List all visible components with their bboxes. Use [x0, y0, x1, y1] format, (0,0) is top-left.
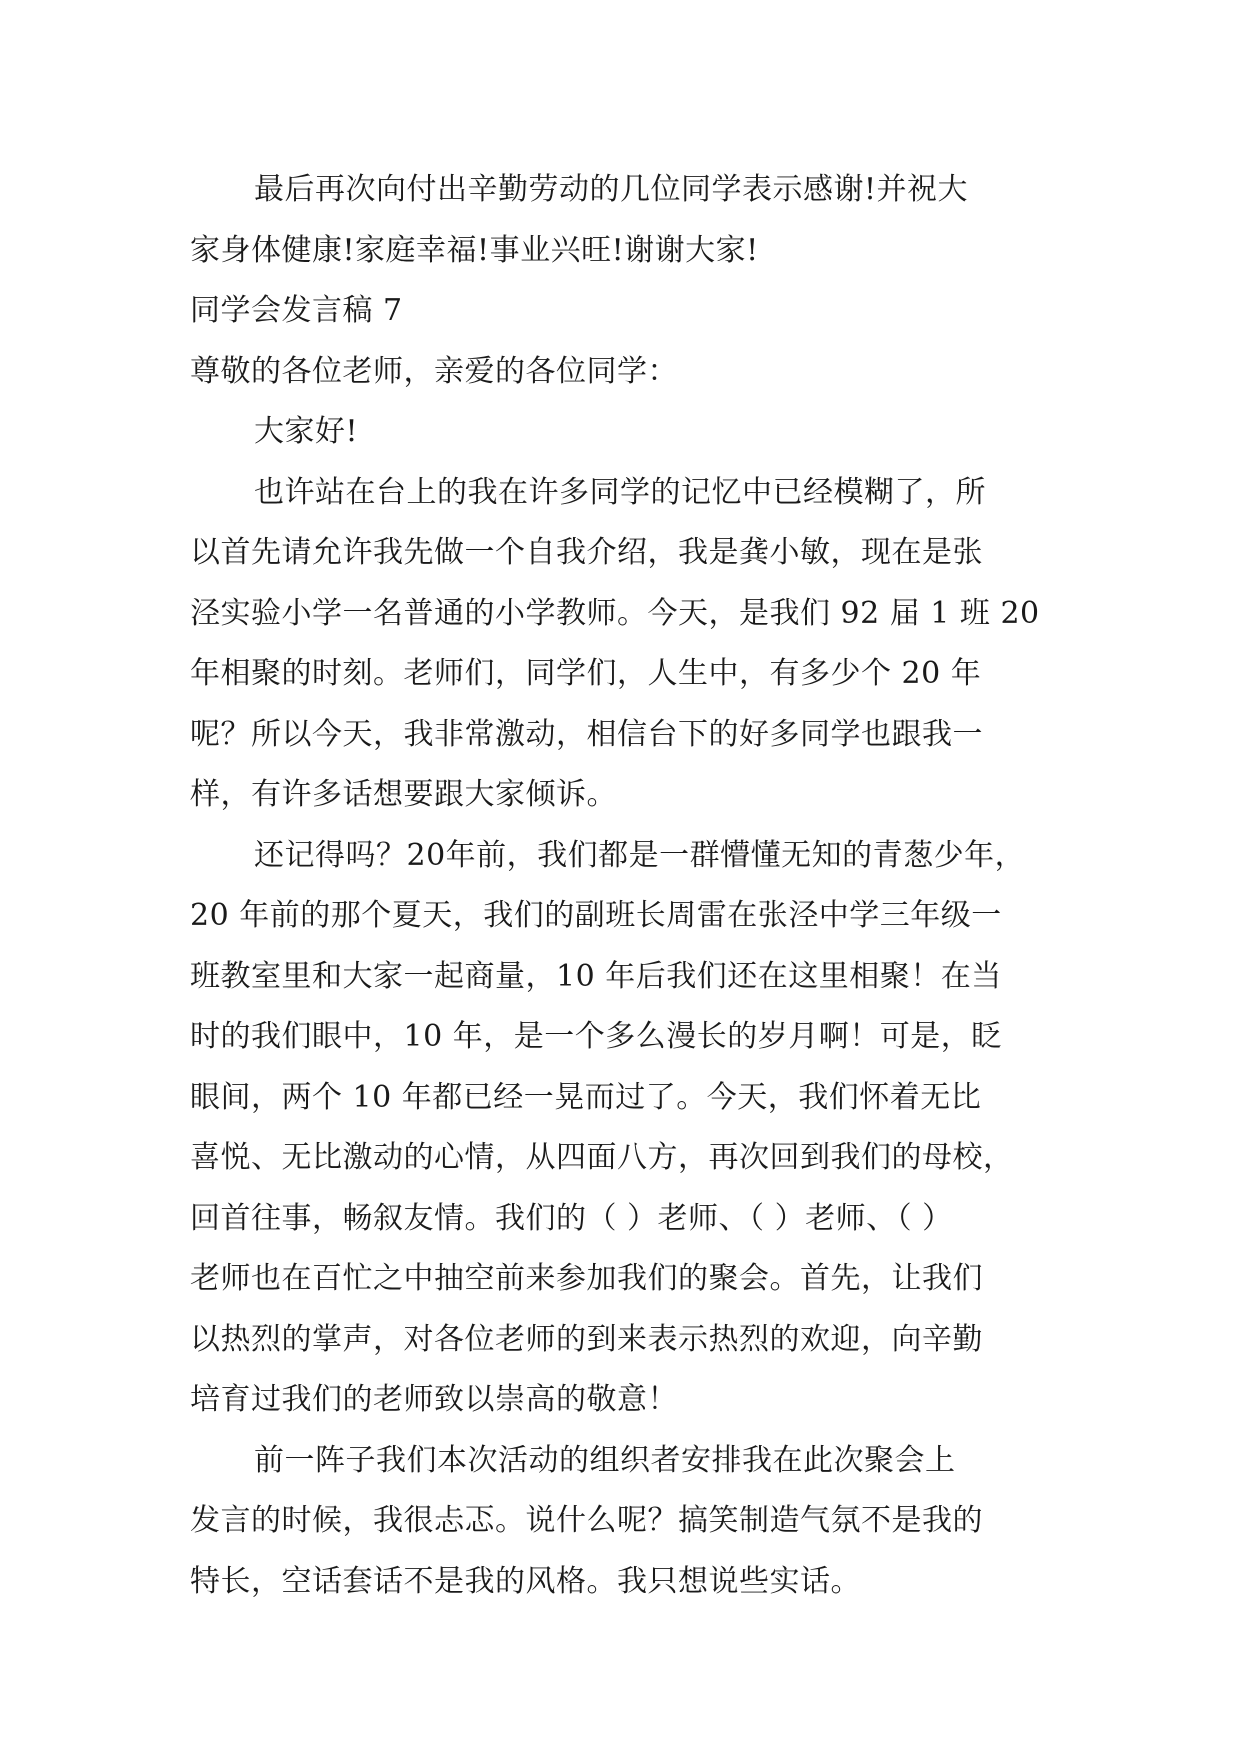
text-line: 发言的时候，我很忐忑。说什么呢？搞笑制造气氛不是我的 — [190, 1503, 983, 1538]
text-line: 年相聚的时刻。老师们，同学们，人生中，有多少个 20 年 — [190, 656, 982, 691]
text-line: 样，有许多话想要跟大家倾诉。 — [190, 777, 617, 812]
text-line: 也许站在台上的我在许多同学的记忆中已经模糊了，所 — [254, 474, 986, 510]
document-page — [190, 160, 1052, 1612]
text-line: 以首先请允许我先做一个自我介绍，我是龚小敏，现在是张 — [190, 535, 983, 570]
text-line: 班教室里和大家一起商量，10 年后我们还在这里相聚！在当 — [190, 958, 1002, 994]
text-line: 喜悦、无比激动的心情，从四面八方，再次回到我们的母校， — [190, 1140, 1014, 1175]
text-line: 20 年前的那个夏天，我们的副班长周雷在张泾中学三年级一 — [190, 898, 1002, 933]
text-line: 呢？所以今天，我非常激动，相信台下的好多同学也跟我一 — [190, 716, 983, 752]
section-title: 同学会发言稿 7 — [190, 293, 403, 328]
text-line: 还记得吗？20年前，我们都是一群懵懂无知的青葱少年， — [254, 837, 1026, 873]
text-line: 泾实验小学一名普通的小学教师。今天，是我们 92 届 1 班 20 — [190, 595, 1040, 631]
text-line: 老师也在百忙之中抽空前来参加我们的聚会。首先，让我们 — [190, 1261, 983, 1296]
text-line: 回首往事，畅叙友情。我们的（ ）老师、（ ）老师、（ ） — [190, 1200, 953, 1236]
text-line: 家身体健康!家庭幸福!事业兴旺!谢谢大家! — [190, 232, 759, 268]
text-line: 前一阵子我们本次活动的组织者安排我在此次聚会上 — [254, 1442, 956, 1478]
text-line: 特长，空话套话不是我的风格。我只想说些实话。 — [190, 1563, 861, 1599]
text-line: 最后再次向付出辛勤劳动的几位同学表示感谢!并祝大 — [254, 172, 969, 207]
greeting: 大家好! — [254, 414, 359, 449]
text-line: 以热烈的掌声，对各位老师的到来表示热烈的欢迎，向辛勤 — [190, 1321, 983, 1357]
text-line: 培育过我们的老师致以崇高的敬意！ — [190, 1382, 678, 1417]
text-line: 眼间，两个 10 年都已经一晃而过了。今天，我们怀着无比 — [190, 1079, 982, 1115]
salutation: 尊敬的各位老师，亲爱的各位同学： — [190, 353, 678, 389]
text-line: 时的我们眼中，10 年，是一个多么漫长的岁月啊！可是，眨 — [190, 1019, 1002, 1054]
